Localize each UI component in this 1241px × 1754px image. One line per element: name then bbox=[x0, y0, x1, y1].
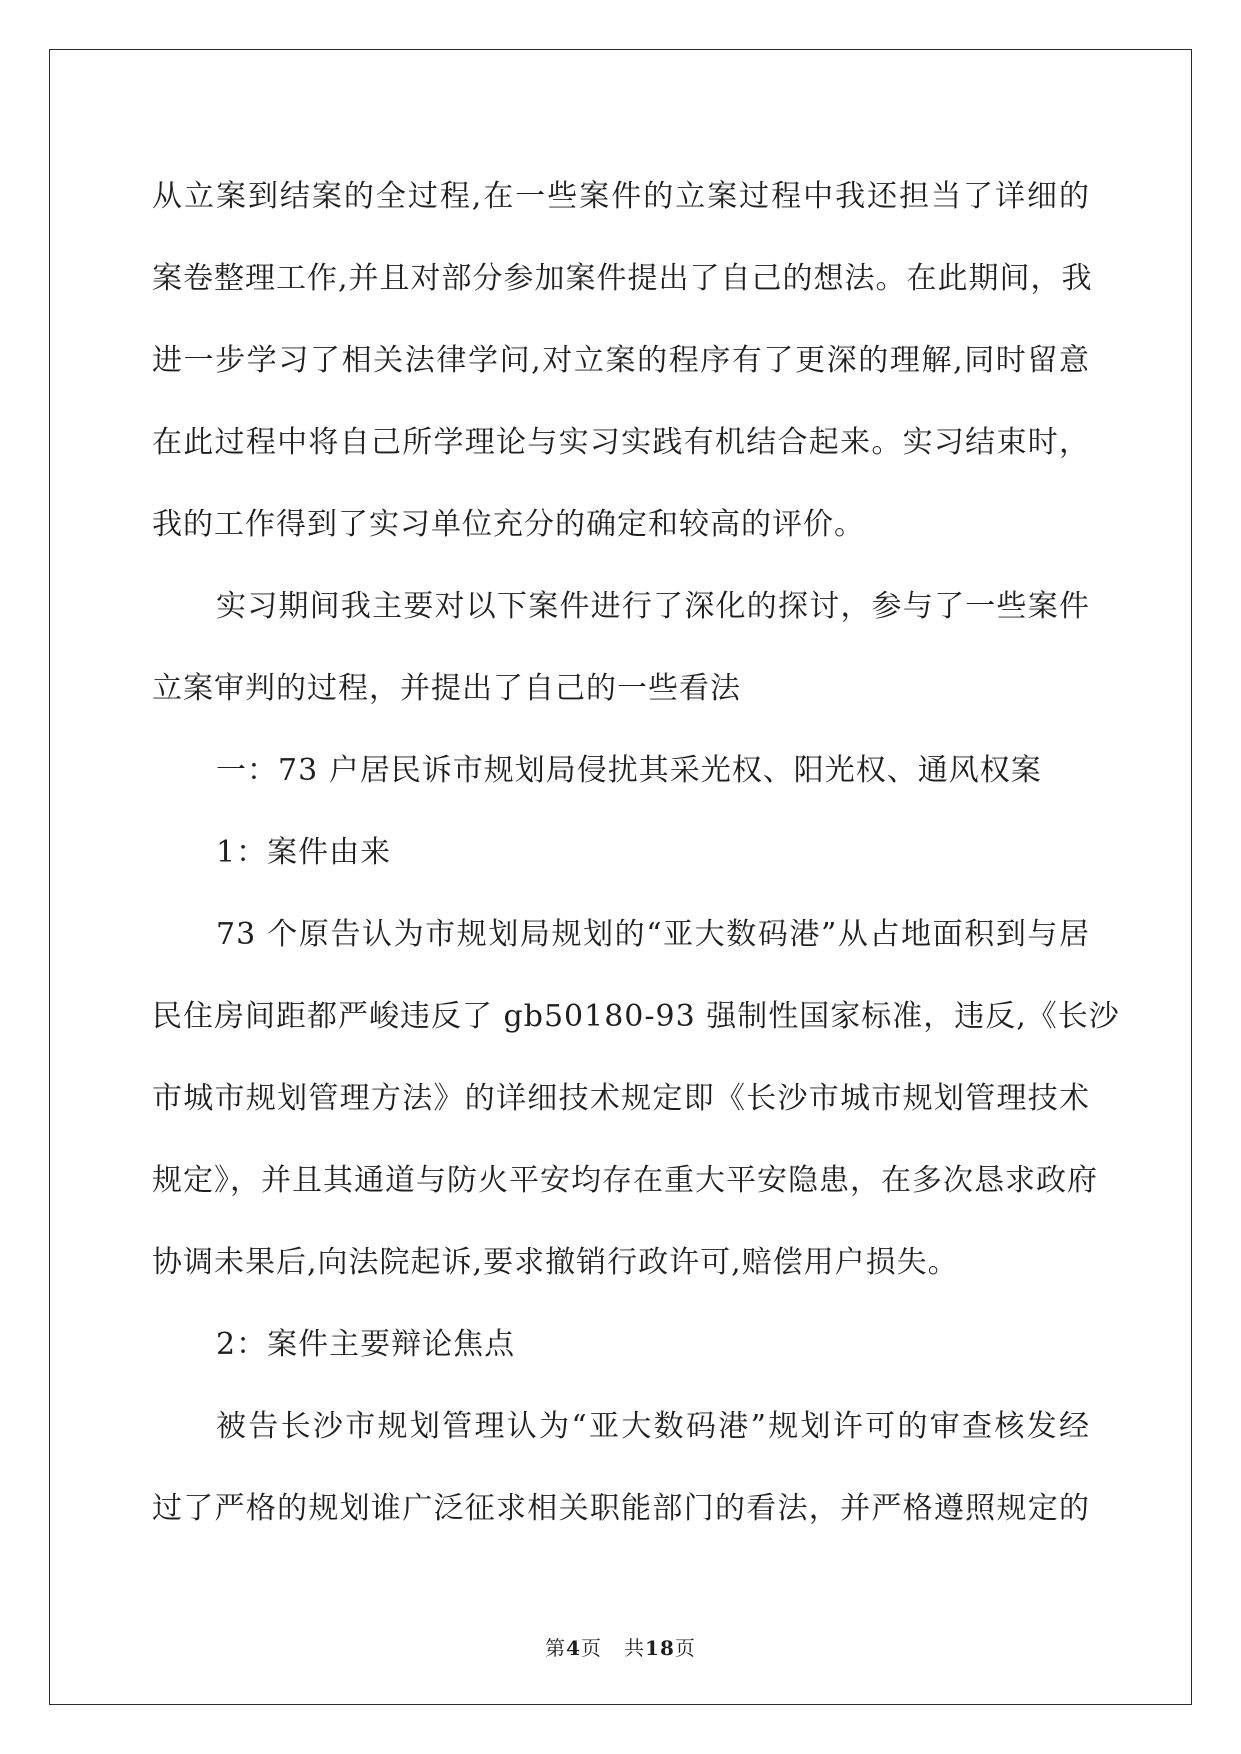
text-line: 协调未果后,向法院起诉,要求撤销行政许可,赔偿用户损失。 bbox=[152, 1245, 959, 1280]
text-line: 进一步学习了相关法律学问,对立案的程序有了更深的理解,同时留意 bbox=[152, 343, 1090, 378]
text-line: 73 个原告认为市规划局规划的“亚大数码港”从占地面积到与居 bbox=[216, 917, 1090, 952]
page-total: 共18页 bbox=[624, 1636, 696, 1660]
text-line: 民住房间距都严峻违反了 gb50180-93 强制性国家标准，违反,《长沙 bbox=[152, 999, 1120, 1034]
page-footer bbox=[0, 1634, 1241, 1662]
text-line: 2：案件主要辩论焦点 bbox=[216, 1327, 516, 1362]
text-line: 从立案到结案的全过程,在一些案件的立案过程中我还担当了详细的 bbox=[152, 179, 1090, 214]
text-line: 被告长沙市规划管理认为“亚大数码港”规划许可的审查核发经 bbox=[216, 1409, 1090, 1444]
text-line: 1：案件由来 bbox=[216, 835, 392, 870]
text-line: 实习期间我主要对以下案件进行了深化的探讨，参与了一些案件 bbox=[216, 589, 1090, 624]
text-line: 市城市规划管理方法》的详细技术规定即《长沙市城市规划管理技术 bbox=[152, 1081, 1090, 1116]
text-line: 规定》，并且其通道与防火平安均存在重大平安隐患，在多次恳求政府 bbox=[152, 1163, 1098, 1198]
text-line: 我的工作得到了实习单位充分的确定和较高的评价。 bbox=[152, 507, 865, 542]
text-line: 一：73 户居民诉市规划局侵扰其采光权、阳光权、通风权案 bbox=[216, 753, 1042, 788]
document-body bbox=[152, 156, 1120, 1550]
page-number: 第4页 bbox=[545, 1636, 603, 1660]
text-line: 在此过程中将自己所学理论与实习实践有机结合起来。实习结束时， bbox=[152, 425, 1090, 460]
text-line: 案卷整理工作,并且对部分参加案件提出了自己的想法。在此期间，我 bbox=[152, 261, 1093, 296]
text-line: 过了严格的规划谁广泛征求相关职能部门的看法，并严格遵照规定的 bbox=[152, 1491, 1090, 1526]
text-line: 立案审判的过程，并提出了自己的一些看法 bbox=[152, 671, 741, 706]
